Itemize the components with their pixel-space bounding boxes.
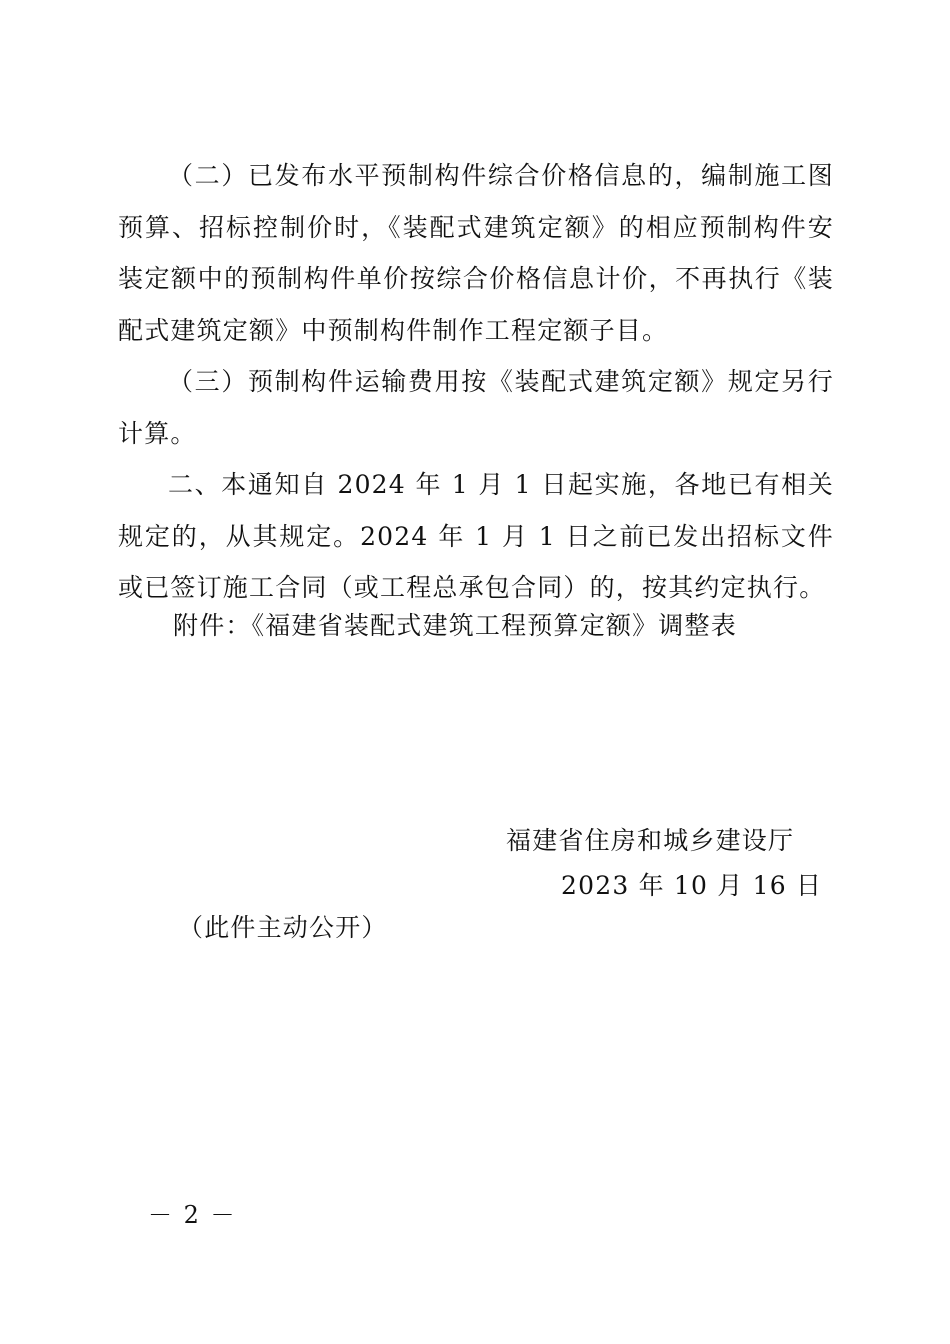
body-text [118, 150, 834, 614]
disclosure-note: （此件主动公开） [178, 913, 388, 942]
paragraph-prefab-pricing: （二）已发布水平预制构件综合价格信息的，编制施工图预算、招标控制价时，《装配式建筑定额》的相应预制构件安装定额中的预制构件单价按综合价格信息计价，不再执行《装配式建筑定额》中预制构件制作工程定额子目。 [118, 161, 834, 345]
signature-date: 2023 年 10 月 16 日 [561, 871, 823, 900]
paragraph-transport-cost: （三）预制构件运输费用按《装配式建筑定额》规定另行计算。 [118, 367, 834, 448]
signature-organization: 福建省住房和城乡建设厅 [506, 826, 795, 855]
page-number: － 2 － [148, 1201, 237, 1229]
paragraph-effective-date: 二、本通知自 2024 年 1 月 1 日起实施，各地已有相关规定的，从其规定。2024 年 1 月 1 日之前已发出招标文件或已签订施工合同（或工程总承包合同）的，按其约定执行。 [118, 470, 834, 602]
attachment-line: 附件：《福建省装配式建筑工程预算定额》调整表 [173, 611, 737, 640]
